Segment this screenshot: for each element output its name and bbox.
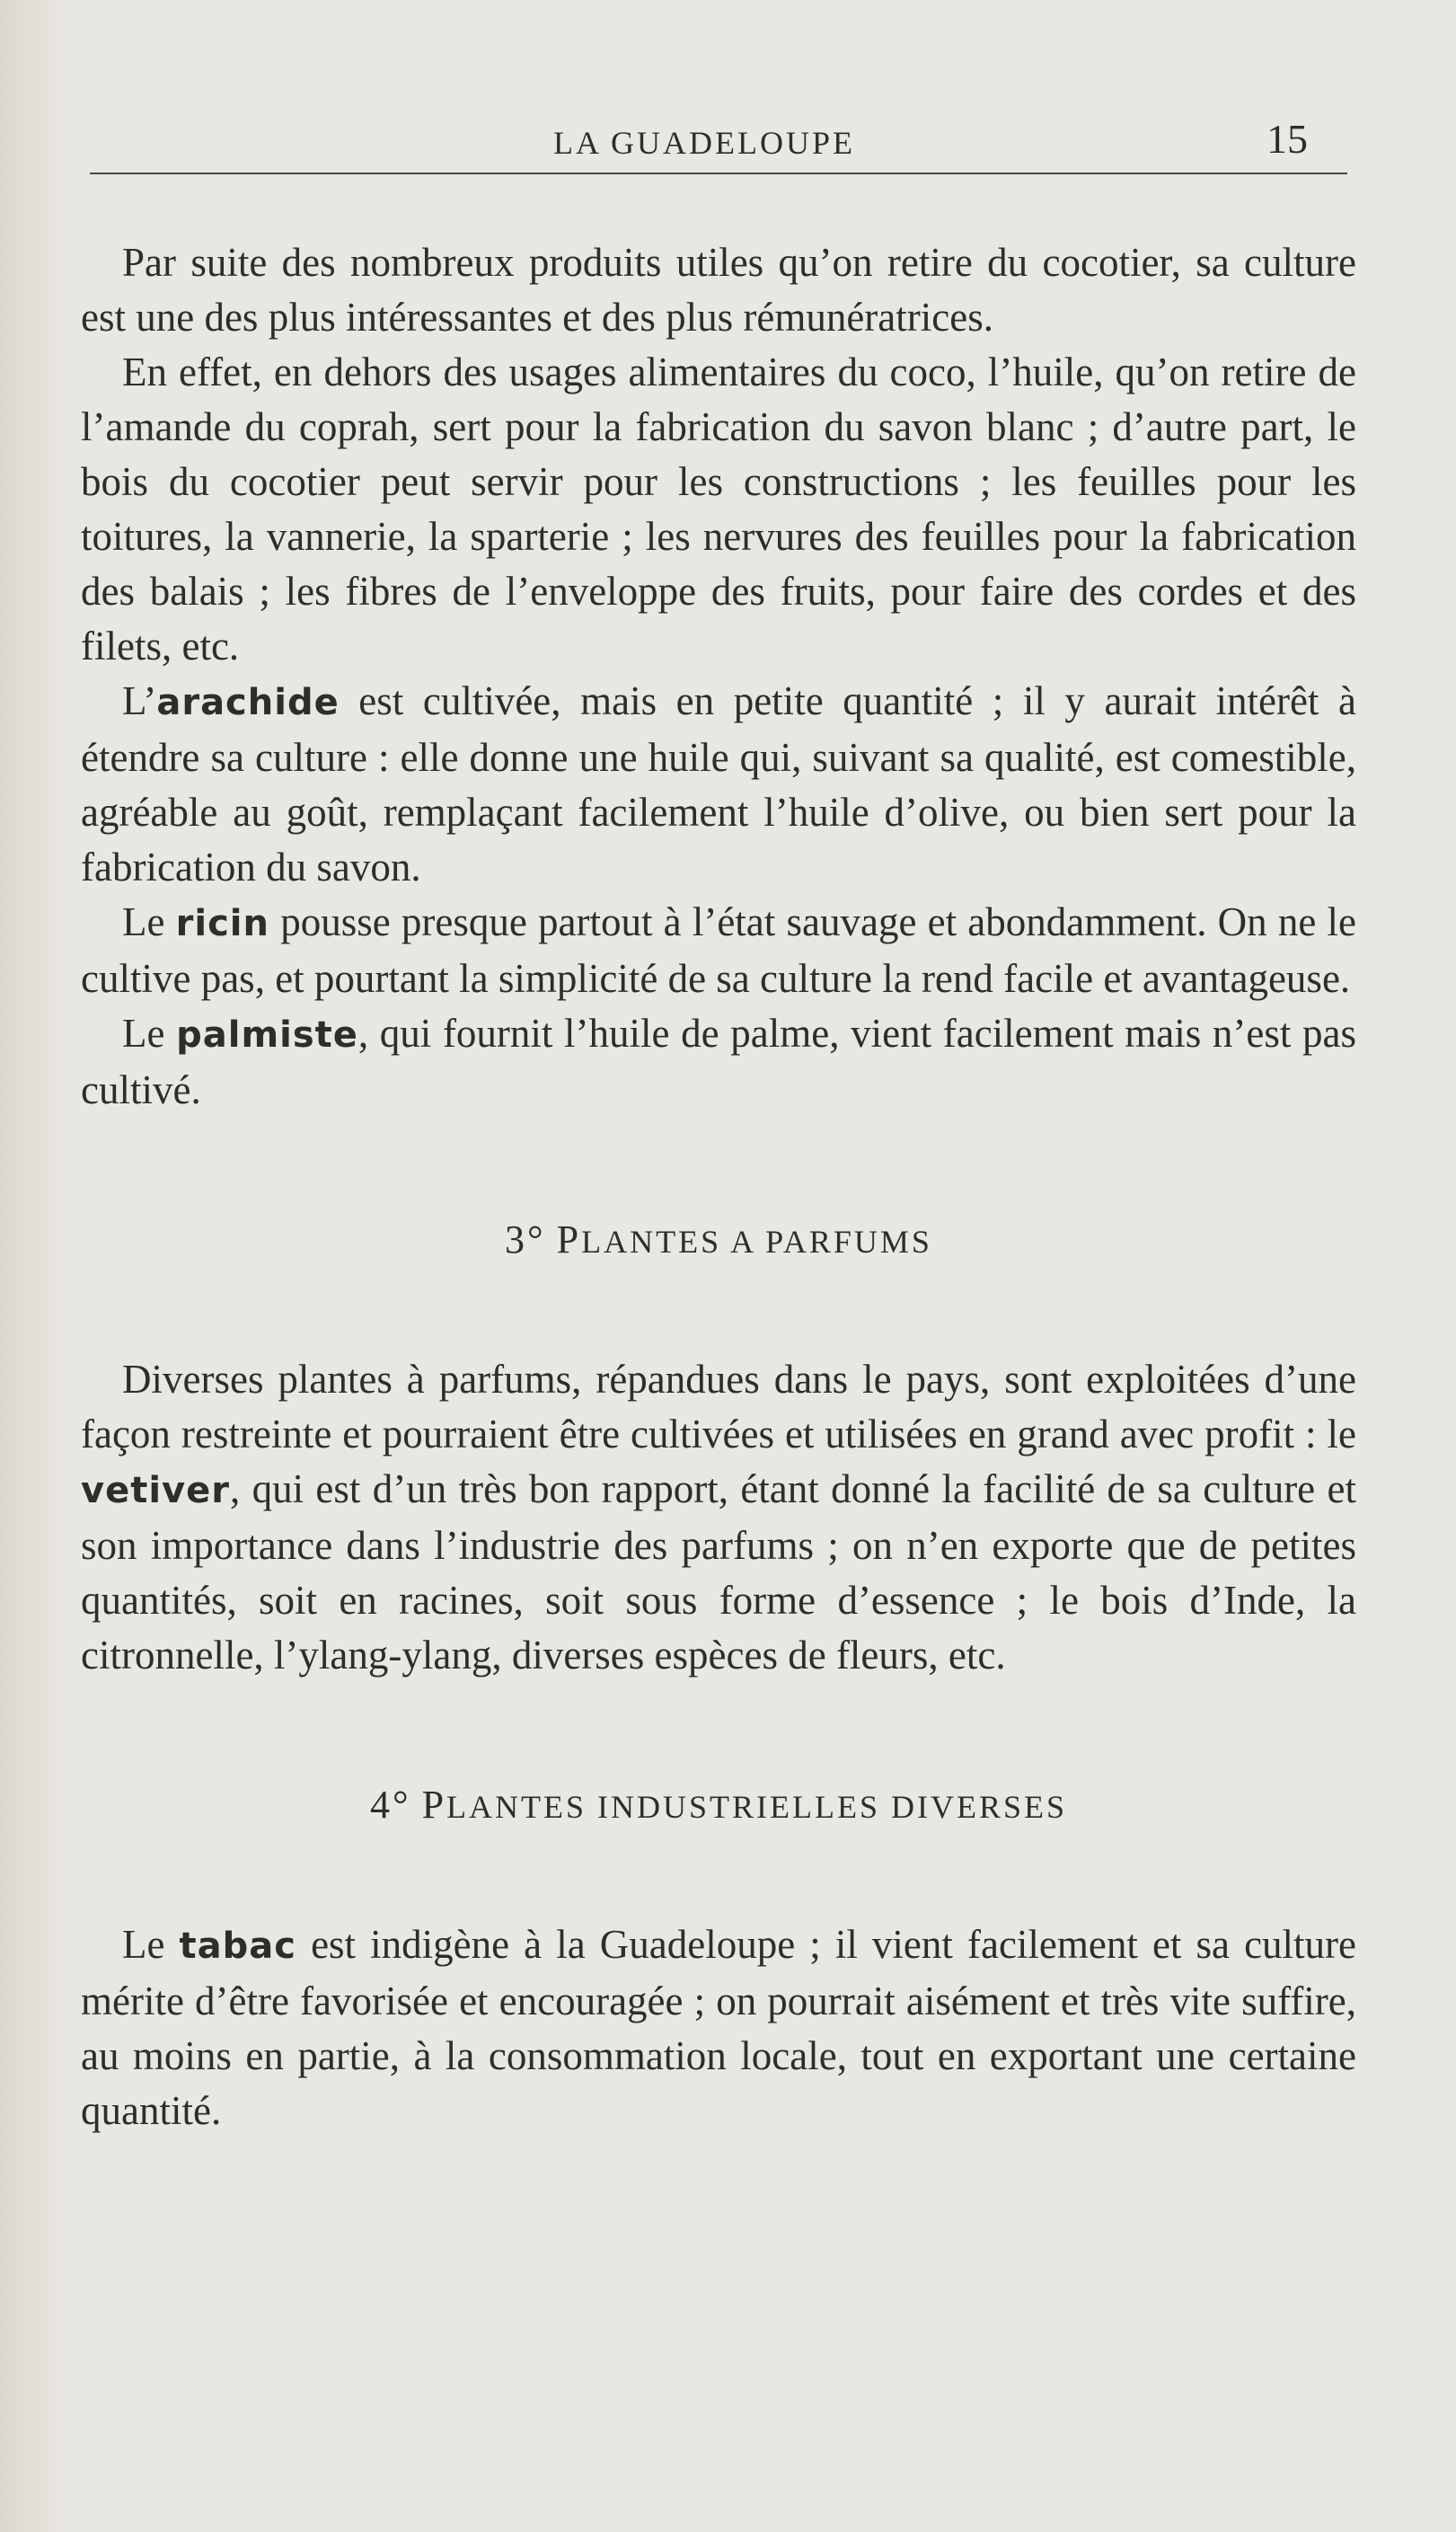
paragraph-tabac <box>81 1917 1356 2138</box>
section-title-initial: P <box>421 1783 447 1827</box>
page-body <box>81 235 1356 2138</box>
term-ricin: ricin <box>175 903 269 944</box>
paragraph-palmiste <box>81 1006 1356 1118</box>
paragraph-parfums <box>81 1352 1356 1683</box>
paragraph-lead: L’ <box>122 678 157 723</box>
term-tabac: tabac <box>179 1926 296 1967</box>
page-number: 15 <box>1266 116 1308 162</box>
section-title-rest: LANTES A PARFUMS <box>581 1224 932 1260</box>
section-title-initial: P <box>556 1217 582 1262</box>
term-palmiste: palmiste <box>176 1014 358 1056</box>
page-edge-shadow <box>0 0 63 2532</box>
paragraph-arachide <box>81 674 1356 895</box>
paragraph-lead: Le <box>122 899 176 944</box>
running-header <box>0 115 1456 169</box>
paragraph-text: est cultivée, mais en petite quantité ; il y aurait intérêt à étendre sa culture : elle donne une huile qui, suivant sa qualité, est comestible, agréable au goût, remplaçant facilement l’huile d’olive, ou bien sert pour la fabrication du savon. <box>81 678 1356 890</box>
term-vetiver: vetiver <box>81 1470 230 1511</box>
paragraph-ricin <box>81 895 1356 1006</box>
section-number: 4° <box>369 1783 411 1827</box>
term-arachide: arachide <box>156 682 340 723</box>
paragraph-lead: Le <box>122 1922 180 1967</box>
paragraph-cocotier-uses: En effet, en dehors des usages alimentaires du coco, l’huile, qu’on retire de l’amande du coprah, sert pour la fabrication du savon blanc ; d’autre part, le bois du cocotier peut servir pour les constructions ; les feuilles pour les toitures, la vannerie, la sparterie ; les nervures des feuilles pour la fabrication des balais ; les fibres de l’enveloppe des fruits, pour faire des cordes et des filets, etc. <box>81 350 1356 668</box>
paragraph-text: , qui est d’un très bon rapport, étant donné la facilité de sa culture et son importance dans l’industrie des parfums ; on n’en exporte que de petites quantités, soit en racines, soit sous forme d’essence ; le bois d’Inde, la citronnelle, l’ylang-ylang, diverses espèces de fleurs, etc. <box>81 1466 1356 1678</box>
paragraph-text: pousse presque partout à l’état sauvage et abondamment. On ne le cultive pas, et pourtant la simplicité de sa culture la rend facile et avantageuse. <box>81 899 1356 1001</box>
header-rule <box>90 173 1347 174</box>
paragraph-lead: Le <box>122 1011 177 1056</box>
paragraph-cocotier: Par suite des nombreux produits utiles qu’on retire du cocotier, sa culture est une des plus intéressantes et des plus rémunératrices. <box>81 240 1356 340</box>
paragraph-lead: Diverses plantes à parfums, répandues dans le pays, sont exploitées d’une façon restreinte et pourraient être cultivées et utilisées en grand avec profit : le <box>81 1357 1356 1456</box>
paragraph-text: est indigène à la Guadeloupe ; il vient facilement et sa culture mérite d’être favorisée et encouragée ; on pourrait aisément et très vite suffire, au moins en partie, à la consommation locale, tout en exportant une certaine quantité. <box>81 1922 1357 2133</box>
section-number: 3° <box>505 1217 546 1262</box>
section-title-rest: LANTES INDUSTRIELLES DIVERSES <box>446 1789 1068 1825</box>
paragraph-text: , qui fournit l’huile de palme, vient facilement mais n’est pas cultivé. <box>81 1011 1356 1112</box>
running-title: LA GUADELOUPE <box>553 125 855 161</box>
section-heading-plantes-industrielles <box>81 1782 1356 1828</box>
section-heading-plantes-a-parfums <box>81 1217 1356 1262</box>
